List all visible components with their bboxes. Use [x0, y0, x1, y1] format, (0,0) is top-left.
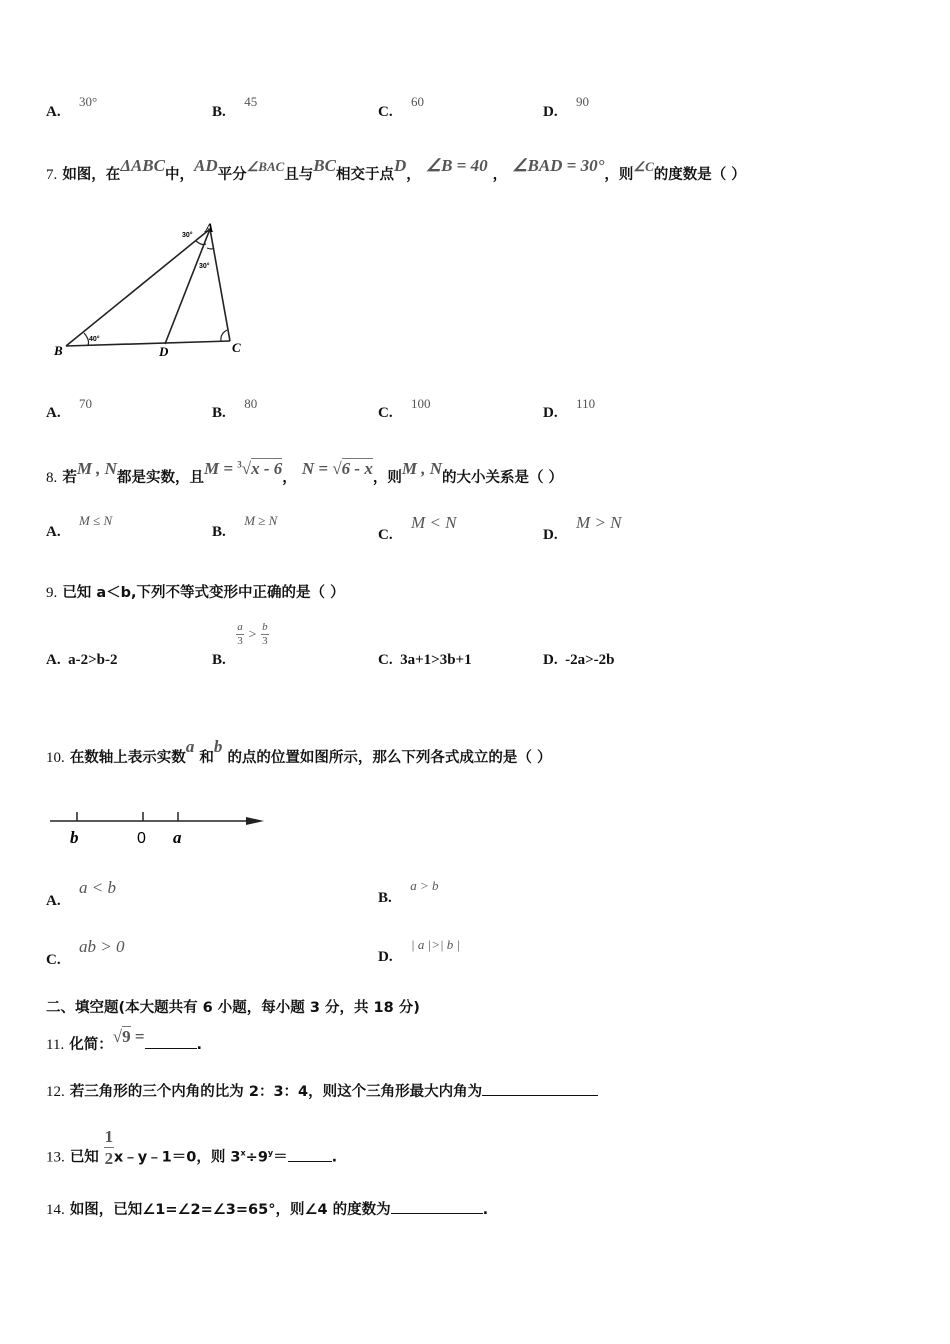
side-ac: [210, 229, 230, 341]
side-ab: [66, 229, 210, 346]
square-root-expression: N = √6 - x: [301, 459, 373, 478]
angle-b-arc: [84, 333, 89, 345]
q9-option-a: A. a-2>b-2: [46, 652, 118, 668]
q10-option-b: B. a > b: [378, 878, 439, 906]
label-zero: 0: [137, 830, 146, 847]
label-b: B: [54, 343, 63, 358]
q10-option-a: A. a < b: [46, 878, 117, 909]
fraction-inequality: $\frac{a}{3}$ > $\frac{b}{3}$: [237, 621, 268, 647]
q7-option-c: C. 100: [378, 396, 431, 421]
answer-blank[interactable]: [145, 1036, 197, 1049]
angle-c-arc: [221, 330, 227, 341]
triangle-figure: [40, 210, 260, 370]
q9-option-c: C. 3a+1>3b+1: [378, 652, 472, 668]
section-title: 二、填空题(本大题共有 6 小题，每小题 3 分，共 18 分): [46, 1000, 420, 1016]
q10-option-c: C. ab > 0: [46, 937, 125, 968]
q10-stem: 10. 在数轴上表示实数a 和b 的点的位置如图所示，那么下列各式成立的是（ ）: [46, 737, 552, 766]
answer-blank[interactable]: [288, 1149, 332, 1162]
q6-option-c: C. 60: [378, 94, 425, 120]
q8-stem: 8. 若M , N都是实数，且M = $^3$√x - 6， N = √6 - x，则M , N的大小关系是（ ）: [46, 459, 564, 486]
q9-stem: 9. 已知 a＜b,下列不等式变形中正确的是（ ）: [46, 585, 345, 601]
q9-option-d: D. -2a>-2b: [543, 652, 615, 668]
label-angle-b: 40°: [89, 336, 100, 343]
label-d: D: [159, 344, 169, 359]
number-line-figure: [44, 800, 274, 855]
segment-ad: [165, 229, 210, 344]
label-angle-a1: 30°: [182, 232, 193, 239]
q11-stem: 11. 化简：√9 = .: [46, 1027, 203, 1053]
label-c: C: [232, 340, 241, 355]
q10-option-d: D. | a |>| b |: [378, 937, 461, 965]
answer-blank[interactable]: [482, 1083, 598, 1096]
q6-option-d: D. 90: [543, 94, 590, 120]
label-b: b: [70, 828, 79, 847]
fraction-one-half: $\frac{1}{2}$: [104, 1127, 114, 1168]
cube-root-expression: M = $^3$√x - 6: [203, 459, 283, 478]
label-a: A: [205, 220, 214, 235]
label-a: a: [173, 828, 182, 847]
q8-option-d: D. M > N: [543, 513, 622, 543]
q7-stem: 7. 如图，在ΔABC中，AD平分∠BAC且与BC相交于点D， ∠B = 40 ， ∠BAD = 30°，则∠C的度数是（ ）: [46, 156, 746, 183]
angle-a-arc-2: [207, 248, 214, 249]
label-angle-a2: 30°: [199, 263, 210, 270]
q6-option-b: B. 45: [212, 94, 258, 120]
q8-option-b: B. M ≥ N: [212, 513, 278, 540]
q13-stem: 13. 已知 $\frac{1}{2}$ x﹣y﹣1＝0，则 $3^x\div 9^y=$ .: [46, 1127, 338, 1168]
q7-option-a: A. 70: [46, 396, 93, 421]
q8-option-a: A. M ≤ N: [46, 513, 113, 540]
q9-option-b: B.: [212, 652, 226, 668]
q7-option-d: D. 110: [543, 396, 596, 421]
answer-blank[interactable]: [391, 1201, 483, 1214]
q14-stem: 14. 如图，已知∠1=∠2=∠3=65°，则∠4 的度数为 .: [46, 1202, 489, 1218]
q8-option-c: C. M < N: [378, 513, 457, 543]
q6-option-a: A. 30°: [46, 94, 98, 120]
q12-stem: 12. 若三角形的三个内角的比为 2：3：4，则这个三角形最大内角为: [46, 1080, 598, 1101]
q7-option-b: B. 80: [212, 396, 258, 421]
sqrt-nine: √9 =: [112, 1027, 145, 1046]
arrow-right-icon: [246, 817, 264, 825]
